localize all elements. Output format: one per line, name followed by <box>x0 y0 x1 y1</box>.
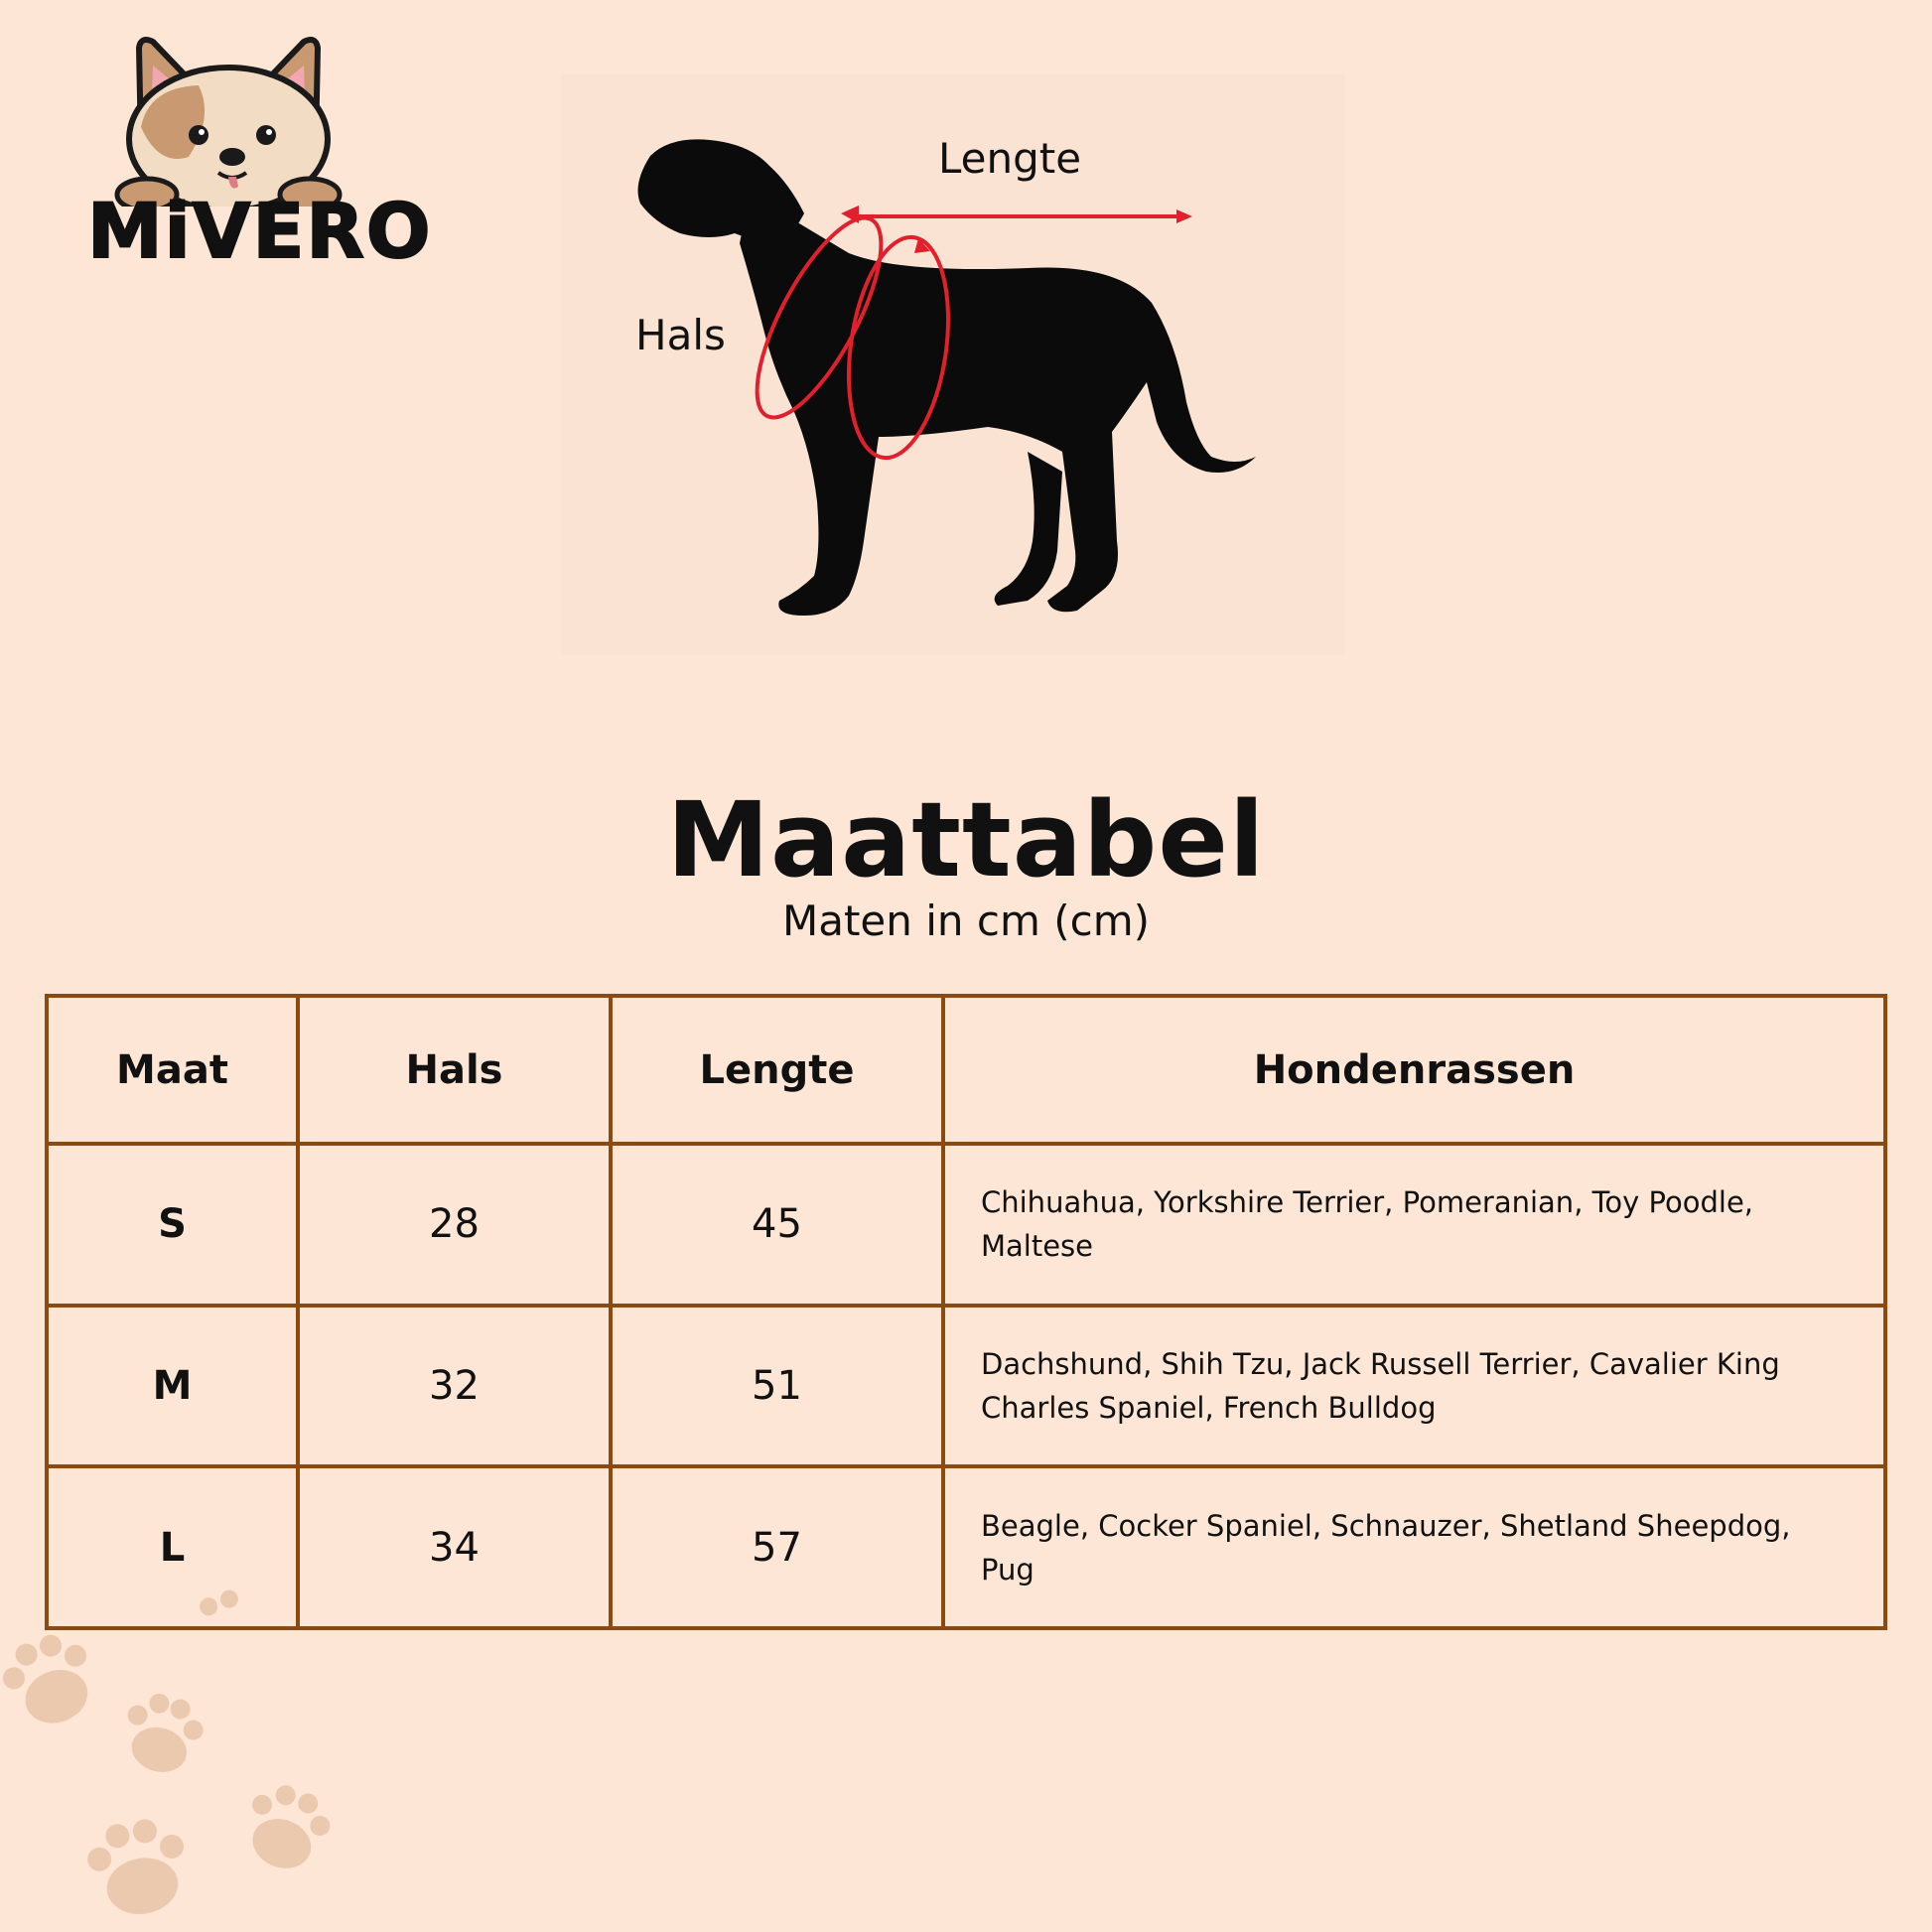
length-label: Lengte <box>938 134 1082 183</box>
dog-mascot-icon <box>79 28 377 207</box>
cell-rassen: Chihuahua, Yorkshire Terrier, Pomeranian, Toy Poodle, Maltese <box>943 1144 1885 1306</box>
cell-rassen: Beagle, Cocker Spaniel, Schnauzer, Shetland Sheepdog, Pug <box>943 1466 1885 1628</box>
column-header-hondenrassen: Hondenrassen <box>943 996 1885 1144</box>
size-table <box>45 994 1887 1630</box>
page-subtitle: Maten in cm (cm) <box>781 897 1151 945</box>
column-header-maat: Maat <box>47 996 298 1144</box>
cell-maat: S <box>47 1144 298 1306</box>
paw-print-icon <box>0 1569 397 1932</box>
cell-maat: L <box>47 1466 298 1628</box>
column-header-lengte: Lengte <box>611 996 943 1144</box>
brand-name: MiVERO <box>87 187 433 275</box>
cell-hals: 32 <box>298 1306 611 1467</box>
cell-maat: M <box>47 1306 298 1467</box>
column-header-hals: Hals <box>298 996 611 1144</box>
cell-rassen: Dachshund, Shih Tzu, Jack Russell Terrier, Cavalier King Charles Spaniel, French Bulldog <box>943 1306 1885 1467</box>
measurement-diagram <box>561 74 1345 655</box>
cell-lengte: 45 <box>611 1144 943 1306</box>
cell-lengte: 57 <box>611 1466 943 1628</box>
page-title: Maattabel <box>666 779 1266 900</box>
cell-lengte: 51 <box>611 1306 943 1467</box>
table-header-row <box>47 996 1885 1144</box>
cell-hals: 34 <box>298 1466 611 1628</box>
table-row <box>47 1306 1885 1467</box>
cell-hals: 28 <box>298 1144 611 1306</box>
neck-label: Hals <box>635 311 726 359</box>
table-row <box>47 1144 1885 1306</box>
brand-logo <box>79 28 433 275</box>
